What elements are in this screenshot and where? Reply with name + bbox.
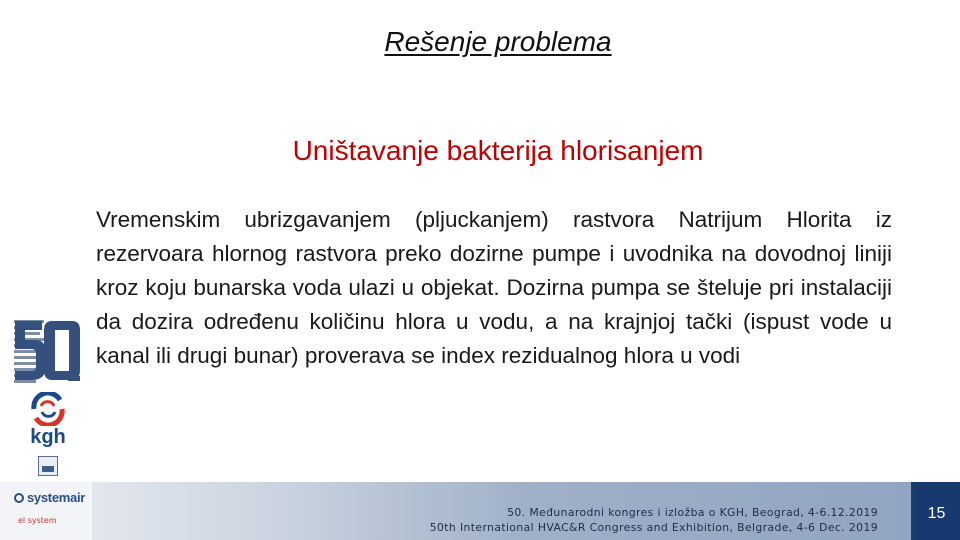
kgh-swirl-icon bbox=[24, 392, 72, 426]
systemair-icon bbox=[14, 493, 24, 503]
systemair-logo bbox=[14, 490, 85, 505]
elsystem-logo: el system bbox=[18, 516, 57, 525]
slide-subtitle: Uništavanje bakterija hlorisanjem bbox=[292, 135, 704, 166]
footer-line-serbian: 50. Međunarodni kongres i izložba o KGH, Beograd, 4-6.12.2019 bbox=[507, 506, 878, 519]
slide-title: Rešenje problema bbox=[384, 26, 612, 57]
page-number-box bbox=[913, 482, 960, 540]
award-badge-icon bbox=[38, 456, 58, 476]
systemair-logo-text: systemair bbox=[27, 490, 86, 505]
kgh-logo-text: kgh bbox=[30, 426, 66, 448]
slide-body-text: Vremenskim ubrizgavanjem (pljuckanjem) rastvora Natrijum Hlorita iz rezervoara hlornog rastvora preko dozirne pumpe i uvodnika na dovodnoj liniji kroz koju bunarska voda ulazi u objekat. Dozirna pumpa se šteluje pri instalaciji da dozira određenu količinu hlora u vodu, a na krajnjoj tački (ispust vode u kanal ili drugi bunar) proverava se index rezidualnog hlora u vodi bbox=[96, 207, 892, 368]
fifty-anniversary-logo-icon bbox=[10, 318, 82, 388]
kgh-logo bbox=[24, 392, 72, 450]
page-number: 15 bbox=[927, 505, 946, 522]
footer-text bbox=[430, 505, 878, 535]
footer-line-english: 50th International HVAC&R Congress and Exhibition, Belgrade, 4-6 Dec. 2019 bbox=[429, 521, 878, 534]
